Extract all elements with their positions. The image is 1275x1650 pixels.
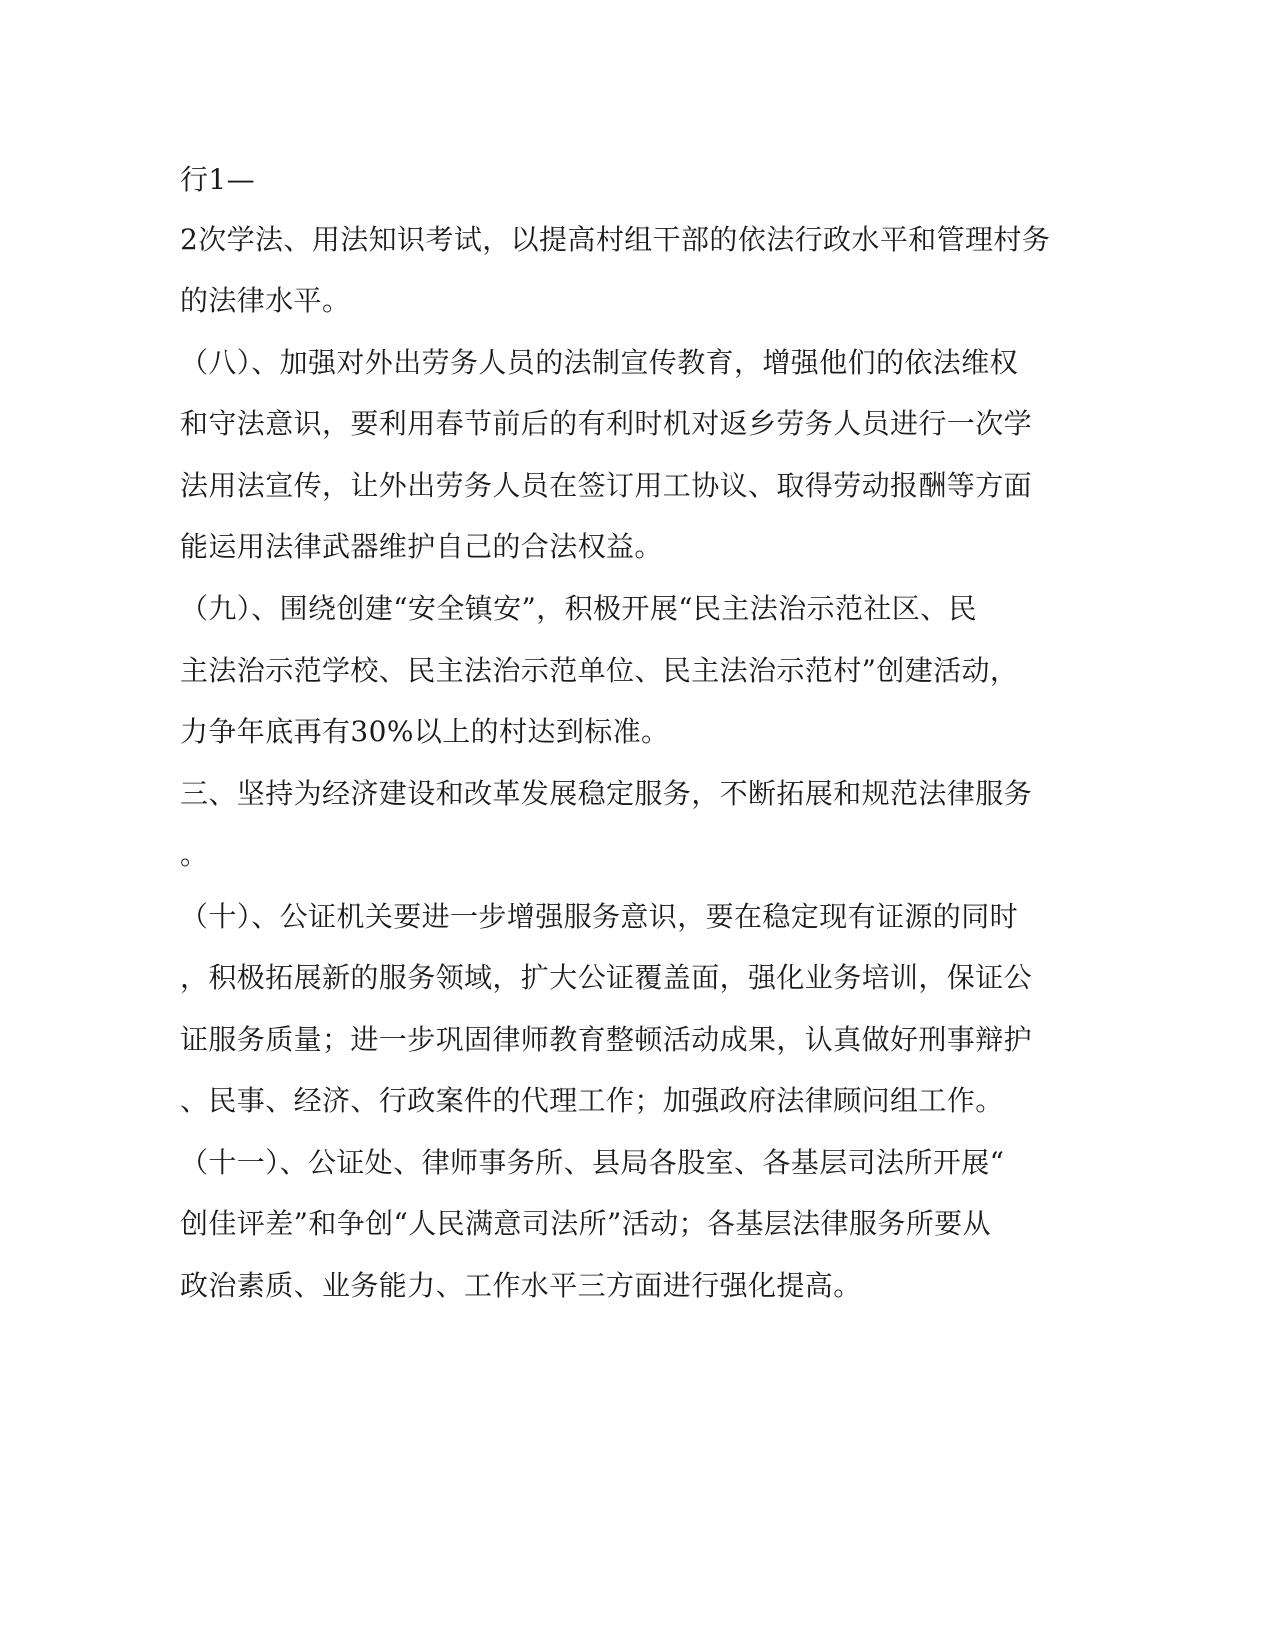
text-line: 三、坚持为经济建设和改革发展稳定服务，不断拓展和规范法律服务 — [180, 777, 1033, 810]
text-line: 行1— — [180, 163, 256, 196]
text-line: （八）、加强对外出劳务人员的法制宣传教育，增强他们的依法维权 — [180, 346, 1019, 379]
text-line: （十）、公证机关要进一步增强服务意识，要在稳定现有证源的同时 — [180, 900, 1019, 933]
text-line: 2次学法、用法知识考试，以提高村组干部的依法行政水平和管理村务 — [180, 223, 1051, 256]
text-line: 能运用法律武器维护自己的合法权益。 — [180, 530, 663, 563]
text-line: 的法律水平。 — [180, 284, 351, 317]
text-line: 。 — [180, 838, 209, 871]
text-line: 力争年底再有30%以上的村达到标准。 — [180, 715, 670, 748]
text-line: 法用法宣传，让外出劳务人员在签订用工协议、取得劳动报酬等方面 — [180, 469, 1033, 502]
text-line: ，积极拓展新的服务领域，扩大公证覆盖面，强化业务培训，保证公 — [180, 961, 1033, 994]
text-line: 创佳评差”和争创“人民满意司法所”活动；各基层法律服务所要从 — [180, 1207, 991, 1240]
text-line: 证服务质量；进一步巩固律师教育整顿活动成果，认真做好刑事辩护 — [180, 1023, 1033, 1056]
text-line: 政治素质、业务能力、工作水平三方面进行强化提高。 — [180, 1269, 862, 1302]
text-line: 、民事、经济、行政案件的代理工作；加强政府法律顾问组工作。 — [180, 1084, 1004, 1117]
text-line: （九）、围绕创建“安全镇安”，积极开展“民主法治示范社区、民 — [180, 592, 977, 625]
text-line: 主法治示范学校、民主法治示范单位、民主法治示范村”创建活动， — [180, 654, 1019, 687]
text-line: （十一）、公证处、律师事务所、县局各股室、各基层司法所开展“ — [180, 1146, 1005, 1179]
text-line: 和守法意识，要利用春节前后的有利时机对返乡劳务人员进行一次学 — [180, 407, 1033, 440]
